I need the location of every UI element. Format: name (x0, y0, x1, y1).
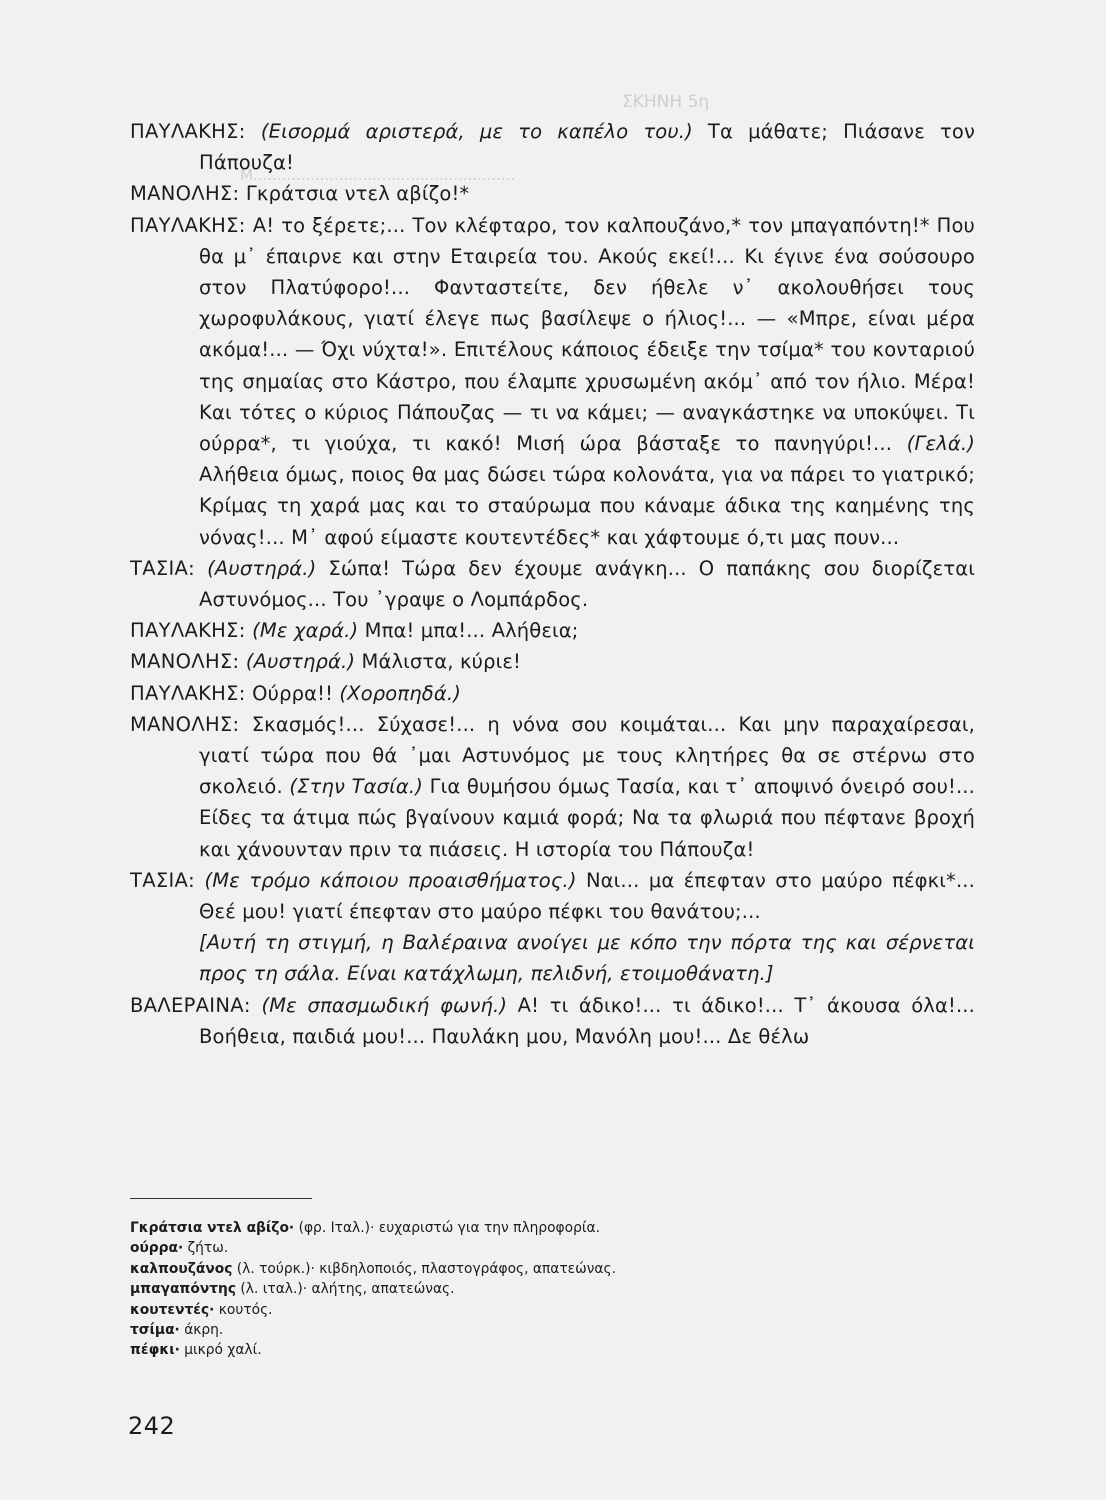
footnote-term: καλπουζάνος (130, 1260, 233, 1277)
speaker-name: ΒΑΛΕΡΑΙΝΑ: (130, 993, 262, 1017)
speech-text: Ναι... μα έπεφταν στο μαύρο πέφκι*... Θεέ μου! γιατί έπεφταν στο μαύρο πέφκι του θανάτου;... (199, 868, 976, 924)
footnotes (130, 1218, 830, 1361)
speech-text: Α! το ξέρετε;... Τον κλέφταρο, τον καλπουζάνο,* τον μπαγαπόντη!* Που θα μ᾽ έπαιρνε και στην Εταιρεία του. Ακούς εκεί!... Κι έγινε ένα σούσουρο στον Πλατύφορο!... Φανταστείτε, δεν ήθελε ν᾽ ακολουθήσει τους χωροφυλάκους, γιατί έλεγε πως βασίλεψε ο ήλιος!... — «Μπρε, είναι μέρα ακόμα!... — Όχι νύχτα!». Επιτέλους κάποιος έδειξε την τσίμα* του κονταριού της σημαίας στο Κάστρο, που έλαμπε χρυσωμένη ακόμ᾽ από τον ήλιο. Μέρα! Και τότες ο κύριος Πάπουζας — τι να κάμει; — αναγκάστηκε να υποκύψει. Τι ούρρα*, τι γιούχα, τι κακό! Μισή ώρα βάσταξε το πανηγύρι!... (199, 213, 975, 456)
stage-note: [Αυτή τη στιγμή, η Βαλέραινα ανοίγει με κόπο την πόρτα της και σέρνεται προς τη σάλα. Είναι κατάχλωμη, πελιδνή, ετοιμοθάνατη.] (199, 931, 975, 986)
dialogue-line (130, 865, 975, 927)
footnote-term: κουτεντές· (130, 1301, 215, 1318)
footnote-item (130, 1340, 830, 1360)
speech-text: Τα μάθατε; Πιάσανε τον Πάπουζα! (199, 120, 975, 175)
speech-text: Μάλιστα, κύριε! (355, 650, 522, 674)
speaker-name: ΜΑΝΟΛΗΣ: (130, 650, 246, 674)
stage-note: (Χοροπηδά.) (339, 681, 461, 705)
footnote-definition: ζήτω. (183, 1240, 229, 1257)
footnote-definition: μικρό χαλί. (179, 1342, 262, 1359)
speaker-name: ΤΑΣΙΑ: (130, 868, 205, 892)
footnote-term: μπαγαπόντης (130, 1281, 237, 1298)
footnote-item (130, 1259, 830, 1279)
footnote-item (130, 1218, 830, 1238)
speaker-name: ΜΑΝΟΛΗΣ: (130, 182, 246, 206)
speaker-name: ΜΑΝΟΛΗΣ: (130, 712, 252, 736)
stage-direction (130, 927, 975, 989)
speech-text: Μπα! μπα!... Αλήθεια; (358, 619, 579, 643)
footnote-term: ούρρα· (130, 1240, 184, 1257)
speech-text: Αλήθεια όμως, ποιος θα μας δώσει τώρα κολονάτα, για να πάρει το γιατρικό; Κρίμας τη χαρά μας και το σταύρωμα που κάναμε άδικα της καημένης της νόνας!... Μ᾽ αφού είμαστε κουτεντέδες* και χάφτουμε ό,τι μας πουν... (199, 463, 975, 549)
stage-note: (Γελά.) (906, 432, 975, 456)
stage-note: (Με χαρά.) (252, 619, 359, 643)
dialogue-line (130, 709, 975, 865)
footnote-definition: άκρη. (179, 1322, 224, 1339)
speaker-name: ΠΑΥΛΑΚΗΣ: (130, 120, 261, 143)
stage-note: (Αυστηρά.) (207, 556, 317, 580)
footnote-divider (130, 1198, 312, 1199)
show-through-header: ΣΚΗΝΗ 5η (622, 92, 710, 112)
stage-note: (Εισορμά αριστερά, με το καπέλο του.) (260, 120, 693, 143)
speech-text: Για θυμήσου όμως Τασία, και τ᾽ αποψινό όνειρό σου!... Είδες τα άτιμα πώς βγαίνουν καμιά φορά; Να τα φλωριά που πέφτανε βροχή και χάνουνταν πριν τα πιάσεις. Η ιστορία του Πάπουζα! (199, 775, 976, 861)
speaker-name: ΠΑΥΛΑΚΗΣ: (130, 619, 253, 643)
footnote-term: τσίμα· (130, 1322, 180, 1339)
dialogue-line (130, 678, 975, 709)
stage-note: (Με σπασμωδική φωνή.) (261, 993, 508, 1017)
speaker-name: ΠΑΥΛΑΚΗΣ: (130, 681, 253, 705)
footnote-item (130, 1300, 830, 1320)
stage-note: (Στην Τασία.) (289, 775, 424, 799)
dialogue-line (130, 178, 975, 209)
dialogue-line (130, 210, 975, 553)
page-number: 242 (128, 1412, 176, 1440)
speech-text: Σκασμός!... Σύχασε!... η νόνα σου κοιμάται... Και μην παραχαίρεσαι, γιατί τώρα που θά ᾽μαι Αστυνόμος με τους κλητήρες θα σε στέρνω στο σκολειό. (199, 712, 975, 799)
stage-note: (Αυστηρά.) (245, 650, 356, 674)
speaker-name: ΤΑΣΙΑ: (130, 556, 208, 580)
dialogue-line (130, 553, 975, 615)
dialogue-line (130, 990, 975, 1052)
dialogue-line (130, 646, 975, 677)
speech-text: Γκράτσια ντελ αβίζο!* (245, 182, 470, 206)
footnote-definition: (λ. ιταλ.)· αλήτης, απατεώνας. (236, 1281, 455, 1298)
speaker-name: ΠΑΥΛΑΚΗΣ: (130, 213, 253, 237)
speech-text: Ούρρα!! (252, 681, 340, 705)
footnote-item (130, 1320, 830, 1340)
footnote-definition: (λ. τούρκ.)· κιβδηλοποιός, πλαστογράφος, απατεώνας. (232, 1260, 616, 1277)
footnote-definition: (φρ. Ιταλ.)· ευχαριστώ για την πληροφορία. (294, 1220, 601, 1236)
footnote-definition: κουτός. (214, 1301, 273, 1318)
dialogue-text (130, 116, 975, 1052)
dialogue-line (130, 615, 975, 646)
footnote-item (130, 1238, 830, 1258)
dialogue-line (130, 116, 975, 178)
speech-text: Σώπα! Τώρα δεν έχουμε ανάγκη... Ο παπάκης σου διορίζεται Αστυνόμος... Του ᾽γραψε ο Λομπάρδος. (199, 556, 976, 612)
footnote-item (130, 1279, 830, 1299)
speech-text: Α! τι άδικο!... τι άδικο!... Τ᾽ άκουσα όλα!... Βοήθεια, παιδιά μου!... Παυλάκη μου, Μανόλη μου!... Δε θέλω (199, 993, 975, 1048)
footnote-term: πέφκι· (130, 1342, 180, 1359)
stage-note: (Με τρόμο κάποιου προαισθήματος.) (204, 868, 577, 892)
footnote-term: Γκράτσια ντελ αβίζο· (130, 1220, 295, 1236)
show-through-line: Μ....................................................... (240, 166, 516, 184)
